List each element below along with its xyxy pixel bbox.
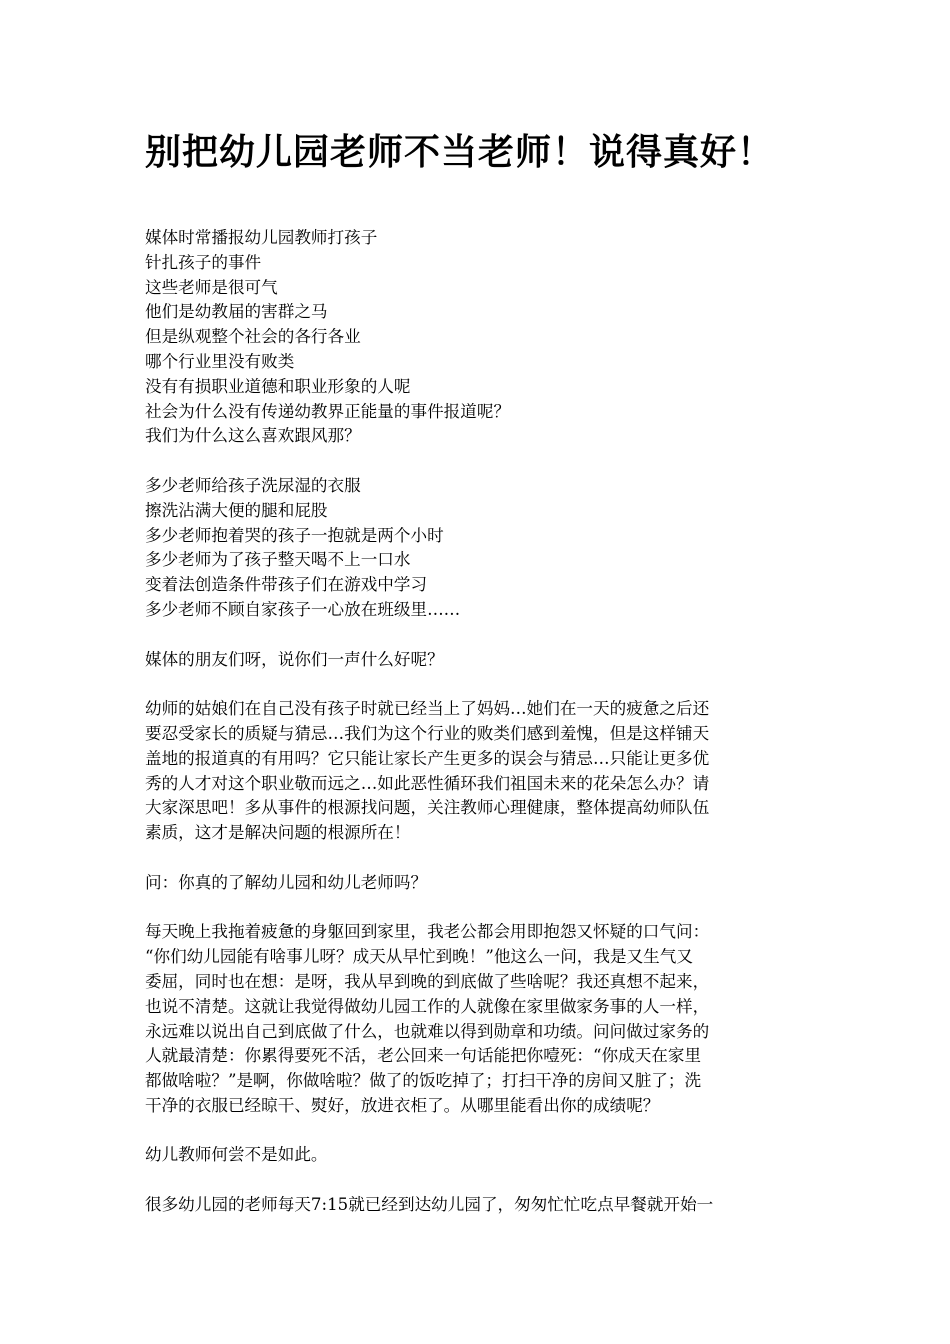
text-line: 素质，这才是解决问题的根源所在！	[145, 823, 411, 843]
paragraph-gap	[145, 896, 797, 921]
text-line: 我们为什么这么喜欢跟风那？	[145, 426, 361, 446]
text-line: 人就最清楚：你累得要死不活，老公回来一句话能把你噎死：“你成天在家里	[145, 1046, 702, 1066]
paragraph-gap	[145, 1168, 797, 1193]
text-line: 多少老师不顾自家孩子一心放在班级里……	[145, 599, 461, 619]
text-line: 盖地的报道真的有用吗？它只能让家长产生更多的误会与猜忌…只能让更多优	[145, 748, 710, 768]
document-body	[145, 226, 797, 1218]
text-line: 要忍受家长的质疑与猜忌…我们为这个行业的败类们感到羞愧，但是这样铺天	[145, 723, 710, 743]
text-line: 这些老师是很可气	[145, 277, 278, 297]
paragraph-gap	[145, 449, 797, 474]
text-line: 干净的衣服已经晾干、熨好，放进衣柜了。从哪里能看出你的成绩呢？	[145, 1095, 660, 1115]
text-line: 但是纵观整个社会的各行各业	[145, 327, 361, 347]
text-line: 每天晚上我拖着疲惫的身躯回到家里，我老公都会用即抱怨又怀疑的口气问：	[145, 922, 710, 942]
text-line: 幼师的姑娘们在自己没有孩子时就已经当上了妈妈…她们在一天的疲惫之后还	[145, 699, 710, 719]
paragraph-gap	[145, 672, 797, 697]
text-line: 多少老师为了孩子整天喝不上一口水	[145, 550, 411, 570]
text-line: 也说不清楚。这就让我觉得做幼儿园工作的人就像在家里做家务事的人一样，	[145, 996, 710, 1016]
paragraph-appeal	[145, 697, 797, 846]
text-line: 哪个行业里没有败类	[145, 351, 295, 371]
paragraph-media-friends: 媒体的朋友们呀，说你们一声什么好呢？	[145, 649, 444, 669]
stanza-media-reports	[145, 226, 797, 449]
text-line: 媒体时常播报幼儿园教师打孩子	[145, 228, 378, 247]
text-line: 委屈，同时也在想：是呀，我从早到晚的到底做了些啥呢？我还真想不起来，	[145, 971, 710, 991]
text-line: 多少老师抱着哭的孩子一抱就是两个小时	[145, 525, 444, 545]
text-line: 秀的人才对这个职业敬而远之…如此恶性循环我们祖国未来的花朵怎么办？请	[145, 773, 710, 793]
paragraph-gap	[145, 1119, 797, 1144]
document-title: 别把幼儿园老师不当老师！说得真好！	[145, 132, 775, 173]
paragraph-teachers-too: 幼儿教师何尝不是如此。	[145, 1145, 328, 1165]
text-line: “你们幼儿园能有啥事儿呀？成天从早忙到晚！”他这么一问，我是又生气又	[145, 947, 693, 967]
paragraph-gap	[145, 846, 797, 871]
text-line: 大家深思吧！多从事件的根源找问题，关注教师心理健康，整体提高幼师队伍	[145, 798, 710, 818]
text-line: 他们是幼教届的害群之马	[145, 302, 328, 322]
text-line: 都做啥啦？”是啊，你做啥啦？做了的饭吃掉了；打扫干净的房间又脏了；洗	[145, 1071, 702, 1091]
text-line: 社会为什么没有传递幼教界正能量的事件报道呢？	[145, 401, 511, 421]
text-line: 擦洗沾满大便的腿和屁股	[145, 500, 328, 520]
paragraph-daily-schedule: 很多幼儿园的老师每天7:15就已经到达幼儿园了，匆匆忙忙吃点早餐就开始一	[145, 1195, 714, 1215]
paragraph-gap	[145, 623, 797, 648]
text-line: 针扎孩子的事件	[145, 252, 262, 272]
text-line: 变着法创造条件带孩子们在游戏中学习	[145, 575, 428, 595]
paragraph-home-story	[145, 920, 797, 1118]
paragraph-question: 问：你真的了解幼儿园和幼儿老师吗？	[145, 872, 428, 892]
text-line: 永远难以说出自己到底做了什么，也就难以得到勋章和功绩。问问做过家务的	[145, 1021, 710, 1041]
stanza-teacher-care	[145, 474, 797, 623]
text-line: 多少老师给孩子洗尿湿的衣服	[145, 475, 361, 495]
text-line: 没有有损职业道德和职业形象的人呢	[145, 376, 411, 396]
